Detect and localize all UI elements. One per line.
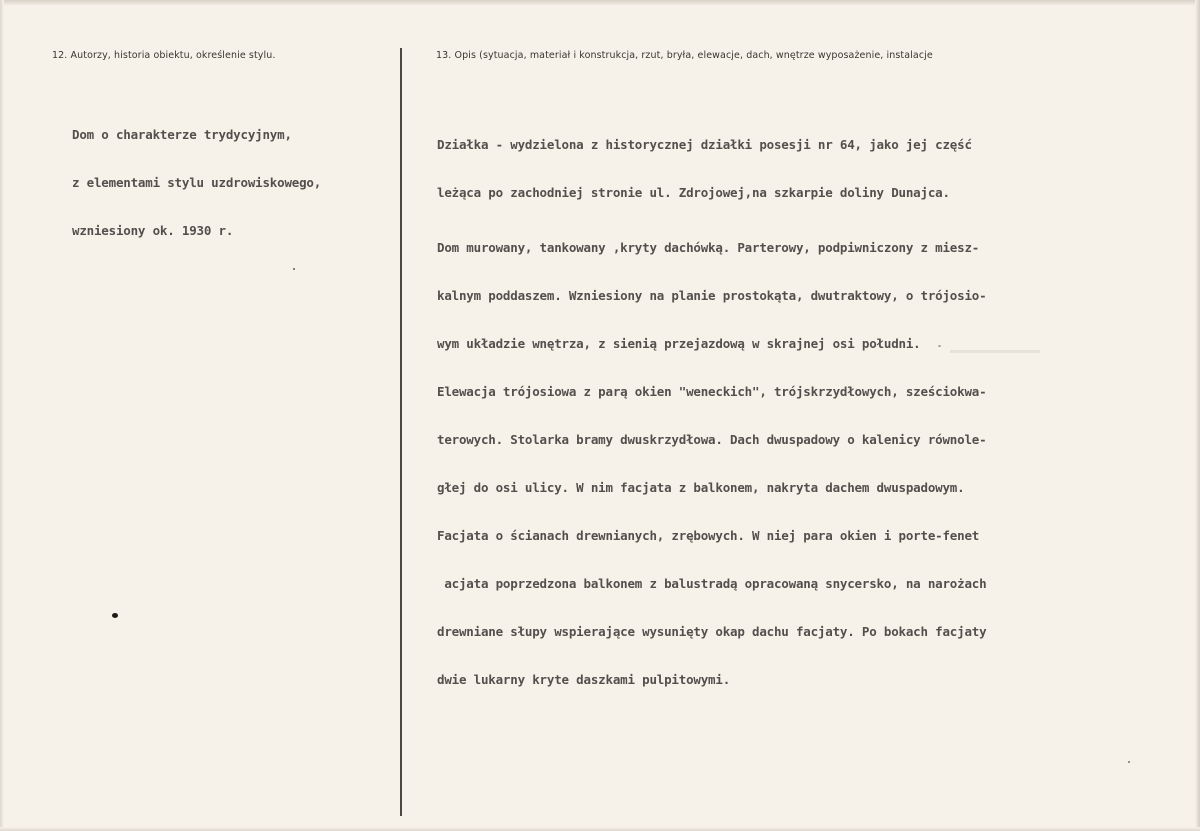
ink-speck: [1128, 761, 1130, 763]
section-13-line: terowych. Stolarka bramy dwuskrzydłowa. Dach dwuspadowy o kalenicy równole-: [437, 432, 987, 447]
section-13-line: dwie lukarny kryte daszkami pulpitowymi.: [437, 672, 731, 687]
section-13-line: drewniane słupy wspierające wysunięty okap dachu facjaty. Po bokach facjaty: [437, 624, 987, 639]
section-13-line: głej do osi ulicy. W nim facjata z balkonem, nakryta dachem dwuspadowym.: [437, 480, 965, 495]
ink-speck: [112, 613, 118, 618]
section-13-line: Dom murowany, tankowany ,kryty dachówką. Parterowy, podpiwniczony z miesz-: [437, 240, 980, 255]
card-edge-left: [0, 0, 4, 831]
section-13-line: acjata poprzedzona balkonem z balustradą opracowaną snycersko, na narożach: [437, 576, 987, 591]
section-12-line: wzniesiony ok. 1930 r.: [72, 223, 234, 238]
ink-speck: [293, 268, 295, 270]
section-13-line: Działka - wydzielona z historycznej działki posesji nr 64, jako jej część: [437, 137, 972, 152]
column-divider: [400, 48, 402, 816]
section-13-line: Elewacja trójosiowa z parą okien "weneckich", trójskrzydłowych, sześciokwa-: [437, 384, 987, 399]
section-13-header: 13. Opis (sytuacja, materiał i konstrukcja, rzut, bryła, elewacje, dach, wnętrze wyposażenie, instalacje: [436, 50, 933, 61]
faded-mark: [950, 350, 1040, 353]
card-edge-right: [1195, 0, 1200, 831]
section-12-header: 12. Autorzy, historia obiektu, określenie stylu.: [52, 50, 276, 61]
card-edge-bottom: [0, 827, 1200, 831]
section-13-line: wym układzie wnętrza, z sienią przejazdową w skrajnej osi południ.: [437, 336, 921, 351]
section-13-line: Facjata o ścianach drewnianych, zrębowych. W niej para okien i porte-fenet: [437, 528, 980, 543]
section-13-line: kalnym poddaszem. Wzniesiony na planie prostokąta, dwutraktowy, o trójosio-: [437, 288, 987, 303]
ink-speck: [938, 345, 941, 347]
card-edge-top: [0, 0, 1200, 6]
section-12-line: Dom o charakterze trydycyjnym,: [72, 127, 292, 142]
section-13-text: [437, 105, 986, 720]
section-12-line: z elementami stylu uzdrowiskowego,: [72, 175, 322, 190]
section-13-line: leżąca po zachodniej stronie ul. Zdrojowej,na szkarpie doliny Dunajca.: [437, 185, 950, 200]
section-12-text: [72, 95, 321, 271]
